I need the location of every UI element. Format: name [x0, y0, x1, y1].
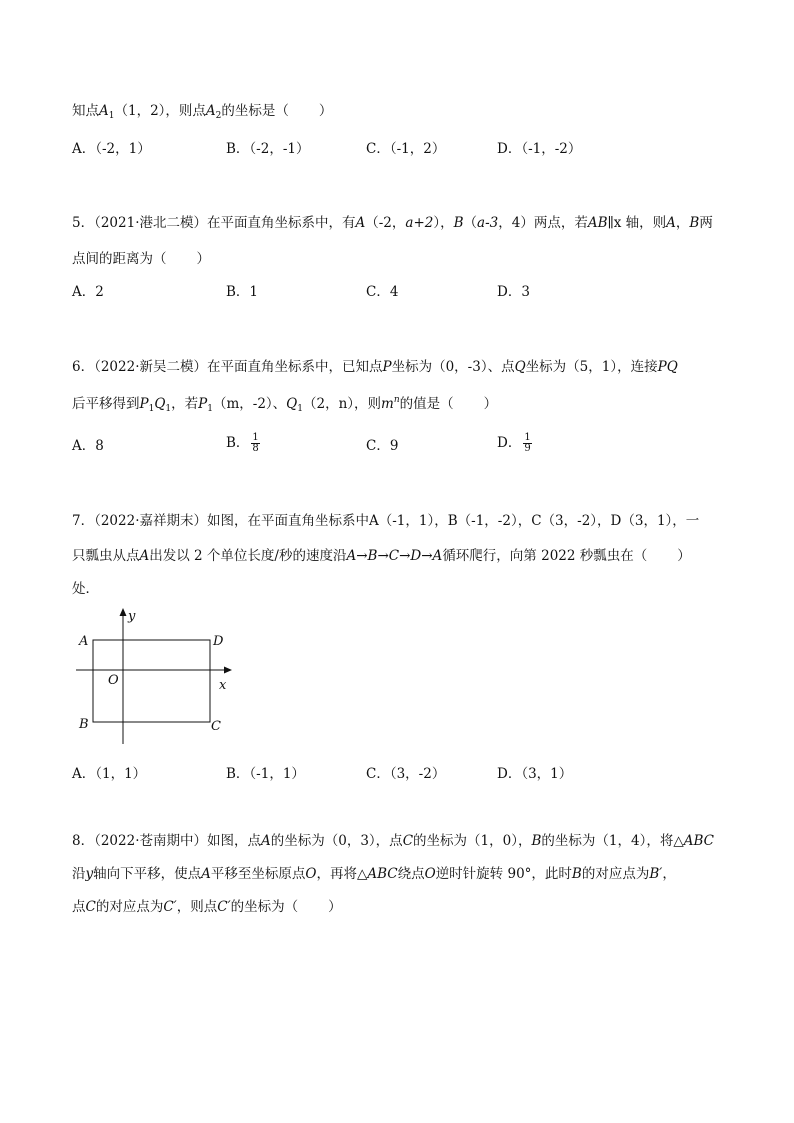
q5-option-d: D．3: [497, 284, 530, 300]
label-c: C: [211, 719, 221, 734]
label-y: y: [128, 609, 136, 624]
x-axis-arrow-icon: [224, 667, 232, 674]
q4-stem: 知点$A_1(1$，2），则点$A_2$的坐标是（ ）: [72, 103, 333, 121]
label-d: D: [213, 634, 224, 649]
y-axis-arrow-icon: [120, 608, 127, 616]
q6-option-b: B． $\frac{1}{8}$: [226, 432, 259, 454]
q5-stem-line1: 5．（2021·港北二模）在平面直角坐标系中，有A（-2，a+2），B（a-3，4）两点，若AB∥x 轴，则A，B两: [72, 215, 713, 231]
q7-coordinate-figure: [72, 602, 242, 752]
q7-option-b: B．（-1，1）: [226, 766, 305, 782]
q8-stem-line3: 点C的对应点为C′，则点C′的坐标为（ ）: [72, 899, 342, 915]
q5-option-b: B．1: [226, 284, 259, 300]
q8-stem-line1: 8．（2022·苍南期中）如图，点A的坐标为（0，3），点C的坐标为（1，0），B的坐标为（1，4），将△ABC: [72, 833, 714, 849]
q5-option-c: C．4: [366, 284, 399, 300]
q7-stem-line1: 7．（2022·嘉祥期末）如图，在平面直角坐标系中A（-1，1），B（-1，-2），C（3，-2），D（3，1），一: [72, 513, 700, 529]
q4-option-a: A．（-2，1）: [72, 141, 151, 157]
q8-stem-line2: 沿y轴向下平移，使点A平移至坐标原点O，再将△ABC绕点O逆时针旋转 90°，此时B的对应点为B′，: [72, 866, 676, 882]
q4-option-d: D．（-1，-2）: [497, 141, 582, 157]
q7-option-c: C．（3，-2）: [366, 766, 446, 782]
q6-option-a: A．8: [72, 438, 104, 454]
label-a: A: [79, 634, 89, 649]
label-b: B: [79, 717, 89, 732]
label-origin: O: [108, 673, 119, 688]
q6-stem-line1: 6．（2022·新吴二模）在平面直角坐标系中，已知点P坐标为（0，-3）、点Q坐标为（5，1），连接PQ: [72, 359, 678, 375]
q6-option-c: C．9: [366, 438, 399, 454]
q5-stem-line2: 点间的距离为（ ）: [72, 251, 210, 267]
q4-option-b: B．（-2，-1）: [226, 141, 310, 157]
q7-stem-line2: 只瓢虫从点A出发以 2 个单位长度/秒的速度沿A→B→C→D→A循环爬行，向第 2022 秒瓢虫在（ ）: [72, 548, 691, 564]
q6-stem-line2: 后平移得到$P_1Q_1$，若$P_1(m$，-2）、$Q_1(2$，n），则$m^n$的值是（ ）: [72, 395, 498, 414]
q7-stem-line3: 处．: [72, 581, 99, 597]
q6-option-d: D． $\frac{1}{9}$: [497, 432, 531, 454]
q4-option-c: C．（-1，2）: [366, 141, 446, 157]
q7-option-a: A．（1，1）: [72, 766, 147, 782]
q7-option-d: D．（3，1）: [497, 766, 573, 782]
label-x: x: [219, 678, 227, 693]
q5-option-a: A．2: [72, 284, 104, 300]
